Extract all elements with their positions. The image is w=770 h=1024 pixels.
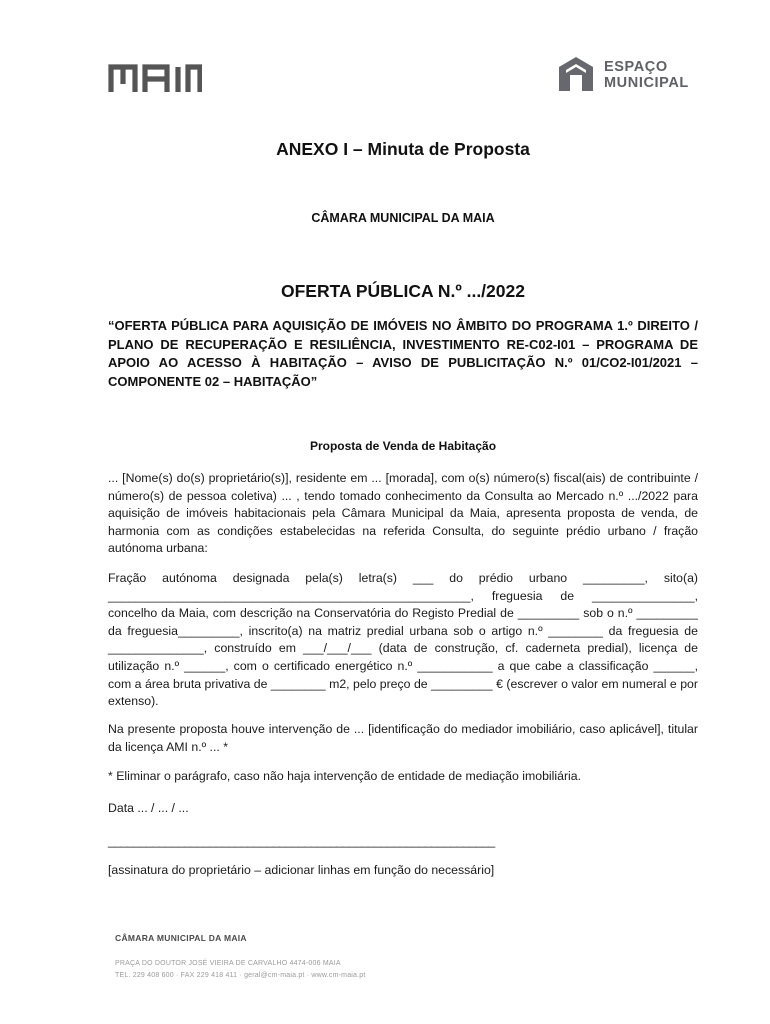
mediator-paragraph: Na presente proposta houve intervenção de ... [identificação do mediador imobiliário, caso aplicável], titular da licença AMI n.º ... *	[108, 722, 698, 754]
espaco-municipal-wordmark	[604, 59, 689, 91]
maia-logo	[108, 62, 202, 94]
logo-word-municipal: MUNICIPAL	[604, 75, 689, 91]
offer-title: OFERTA PÚBLICA N.º .../2022	[281, 281, 525, 301]
footer-entity-name: CÂMARA MUNICIPAL DA MAIA	[115, 933, 247, 943]
footnote-paragraph: * Eliminar o parágrafo, caso não haja intervenção de entidade de mediação imobiliária.	[108, 769, 582, 783]
property-paragraph: Fração autónoma designada pela(s) letra(s) ___ do prédio urbano _________, sito(a) _____________________________________________________, freguesia de _______________, concelho da Maia, com descrição na Conservatória do Registo Predial de _________ sob o n.º _________ da freguesia_________, inscrito(a) na matriz predial urbana sob o artigo n.º ________ da freguesia de ______________, construído em ___/___/___ (data de construção, cf. caderneta predial), licença de utilização n.º ______, com o certificado energético n.º ___________ a que cabe a classificação ______, com a área bruta privativa de ________ m2, pelo preço de _________ € (escrever o valor em numeral e por extenso).	[108, 571, 698, 709]
signature-note: [assinatura do proprietário – adicionar linhas em função do necessário]	[108, 863, 495, 877]
footer-address: PRAÇA DO DOUTOR JOSÉ VIEIRA DE CARVALHO 4474-006 MAIA	[115, 960, 341, 967]
annex-title: ANEXO I – Minuta de Proposta	[276, 139, 530, 159]
intro-paragraph: ... [Nome(s) do(s) proprietário(s)], residente em ... [morada], com o(s) número(s) fiscal(ais) de contribuinte / número(s) de pessoa coletiva) ... , tendo tomado conhecimento da Consulta ao Mercado n.º .../2022 para aquisição de imóveis habitacionais pela Câmara Municipal da Maia, apresenta proposta de venda, de harmonia com as condições estabelecidas na referida Consulta, do seguinte prédio urbano / fração autónoma urbana:	[108, 471, 698, 556]
offer-description: “OFERTA PÚBLICA PARA AQUISIÇÃO DE IMÓVEIS NO ÂMBITO DO PROGRAMA 1.º DIREITO / PLANO DE RECUPERAÇÃO E RESILIÊNCIA, INVESTIMENTO RE-C02-I01 – PROGRAMA DE APOIO AO ACESSO À HABITAÇÃO – AVISO DE PUBLICITAÇÃO N.º 01/CO2-I01/2021 – COMPONENTE 02 – HABITAÇÃO”	[108, 318, 698, 389]
logo-word-espaco: ESPAÇO	[604, 59, 668, 75]
signature-line: _____________________________________________________________	[108, 834, 495, 848]
footer-contacts: TEL. 229 408 600 · FAX 229 418 411 · geral@cm-maia.pt · www.cm-maia.pt	[115, 972, 366, 979]
date-line: Data ... / ... / ...	[108, 801, 189, 815]
maia-logo-icon	[108, 62, 202, 94]
section-title: Proposta de Venda de Habitação	[309, 439, 497, 453]
entity-name: CÂMARA MUNICIPAL DA MAIA	[311, 211, 495, 225]
house-icon	[556, 55, 596, 95]
espaco-municipal-logo	[556, 55, 689, 95]
